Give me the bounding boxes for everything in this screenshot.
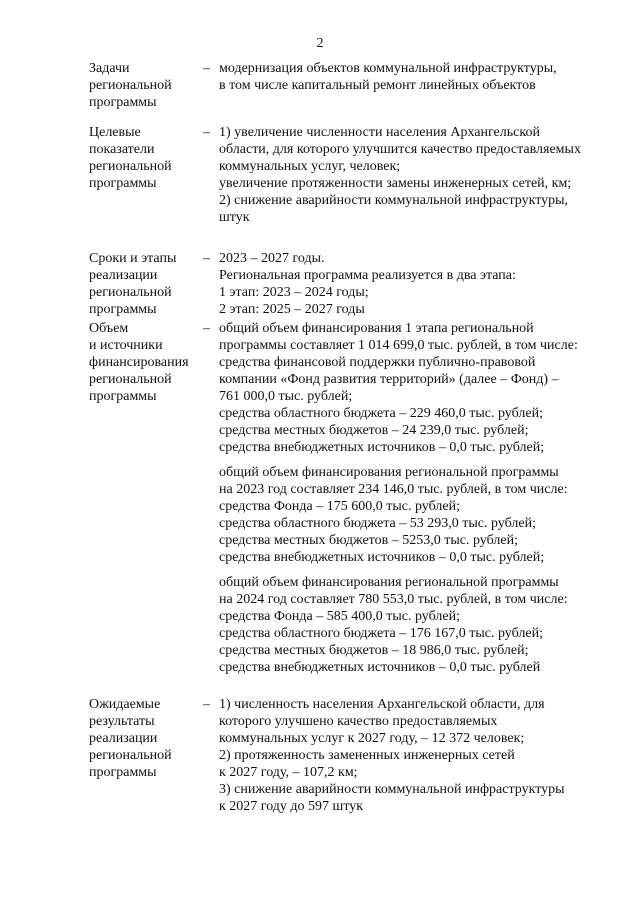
row-label: Объем и источники финансирования региональной программы	[89, 321, 189, 404]
content-paragraph: 2023 – 2027 годы. Региональная программа реализуется в два этапа: 1 этап: 2023 – 2024 годы; 2 этап: 2025 – 2027 годы	[219, 251, 516, 317]
passport-table	[0, 60, 640, 815]
row-financing	[0, 320, 640, 696]
row-target-indicators	[0, 124, 640, 250]
row-label: Целевые показатели региональной программы	[89, 125, 172, 191]
row-terms-and-stages	[0, 250, 640, 320]
dash-separator: –	[203, 125, 210, 140]
row-content	[219, 250, 599, 318]
dash-separator: –	[203, 697, 210, 712]
row-content	[219, 320, 599, 676]
content-paragraph: модернизация объектов коммунальной инфраструктуры, в том числе капитальный ремонт линейных объектов	[219, 61, 557, 93]
row-expected-results	[0, 696, 640, 815]
page-number: 2	[316, 36, 324, 51]
content-paragraph: 1) увеличение численности населения Архангельской области, для которого улучшится качество предоставляемых коммунальных услуг, человек; увеличение протяженности замены инженерных сетей, км; 2) снижение аварийности коммунальной инфраструктуры, штук	[219, 125, 581, 225]
content-paragraph: общий объем финансирования 1 этапа региональной программы составляет 1 014 699,0 тыс. рублей, в том числе: средства финансовой поддержки публично-правовой компании «Фонд развития территорий» (далее – Фонд) – 761 000,0 тыс. рублей; средства областного бюджета – 229 460,0 тыс. рублей; средства местных бюджетов – 24 239,0 тыс. рублей; средства внебюджетных источников – 0,0 тыс. рублей;	[219, 321, 578, 455]
dash-separator: –	[203, 321, 210, 336]
content-paragraph: 1) численность населения Архангельской области, для которого улучшено качество предоставляемых коммунальных услуг к 2027 году, – 12 372 человек; 2) протяженность замененных инженерных сетей к 2027 году, – 107,2 км; 3) снижение аварийности коммунальной инфраструктуры к 2027 году до 597 штук	[219, 697, 565, 814]
dash-separator: –	[203, 251, 210, 266]
row-label: Ожидаемые результаты реализации региональной программы	[89, 697, 172, 780]
row-content	[219, 696, 599, 815]
row-content	[219, 60, 599, 94]
row-tasks	[0, 60, 640, 124]
dash-separator: –	[203, 61, 210, 76]
row-label: Задачи региональной программы	[89, 61, 172, 110]
content-paragraph: общий объем финансирования региональной программы на 2024 год составляет 780 553,0 тыс. рублей, в том числе: средства Фонда – 585 400,0 тыс. рублей; средства областного бюджета – 176 167,0 тыс. рублей; средства местных бюджетов – 18 986,0 тыс. рублей; средства внебюджетных источников – 0,0 тыс. рублей	[219, 575, 568, 675]
row-label: Сроки и этапы реализации региональной программы	[89, 251, 177, 317]
row-content	[219, 124, 599, 226]
content-paragraph: общий объем финансирования региональной программы на 2023 год составляет 234 146,0 тыс. рублей, в том числе: средства Фонда – 175 600,0 тыс. рублей; средства областного бюджета – 53 293,0 тыс. рублей; средства местных бюджетов – 5253,0 тыс. рублей; средства внебюджетных источников – 0,0 тыс. рублей;	[219, 465, 568, 565]
